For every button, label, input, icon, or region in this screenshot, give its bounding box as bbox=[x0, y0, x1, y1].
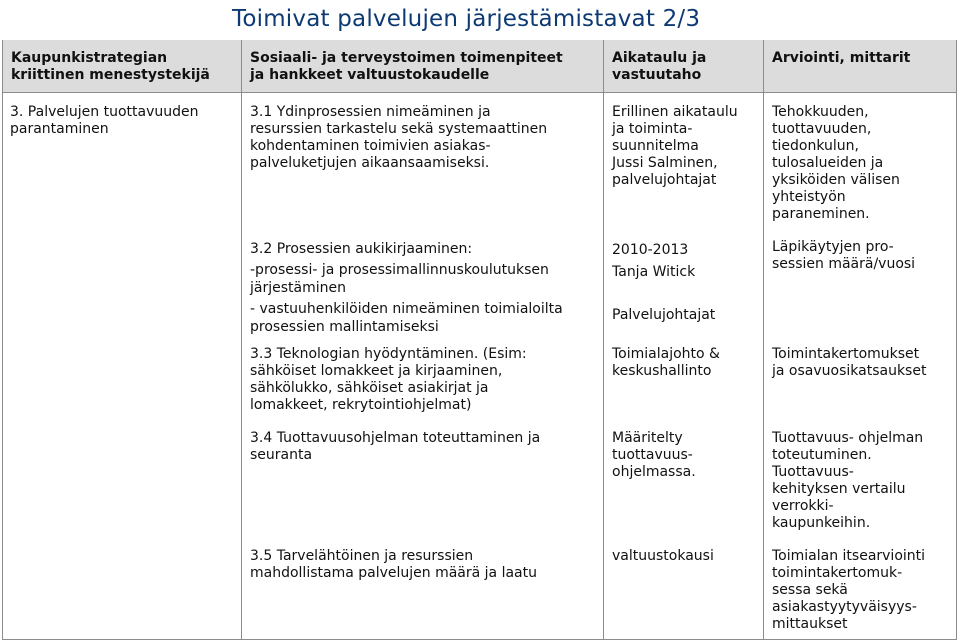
header-text: Arviointi, mittarit bbox=[772, 50, 911, 66]
cell-line: Tuottavuus- bbox=[772, 464, 854, 480]
cell-line: - vastuuhenkilöiden nimeäminen toimialoilta bbox=[250, 301, 563, 317]
cell-line: Jussi Salminen, bbox=[612, 155, 718, 171]
header-metrics bbox=[764, 40, 956, 92]
metric-3-1 bbox=[772, 104, 900, 223]
cell-line: Toimialan itsearviointi bbox=[772, 548, 926, 564]
cell-line: resurssien tarkastelu sekä systemaattinen bbox=[250, 121, 548, 137]
schedule-3-5 bbox=[612, 548, 714, 565]
cell-line: Toimintakertomukset bbox=[772, 346, 920, 362]
cell-line: 3. Palvelujen tuottavuuden bbox=[10, 104, 199, 120]
cell-line: keskushallinto bbox=[612, 363, 712, 379]
cell-line: palveluketjujen aikaansaamiseksi. bbox=[250, 155, 490, 171]
cell-line: 3.2 Prosessien aukikirjaaminen: bbox=[250, 241, 473, 257]
measure-3-4 bbox=[250, 430, 540, 464]
cell-line: yhteistyön bbox=[772, 189, 846, 205]
column-divider bbox=[763, 40, 764, 640]
cell-line: 3.3 Teknologian hyödyntäminen. (Esim: bbox=[250, 346, 527, 362]
cell-line: suunnitelma bbox=[612, 138, 699, 154]
schedule-3-2 bbox=[612, 239, 715, 326]
cell-line: prosessien mallintamiseksi bbox=[250, 319, 439, 335]
cell-line: Määritelty bbox=[612, 430, 683, 446]
critical-factor bbox=[10, 104, 198, 138]
cell-line: mittaukset bbox=[772, 616, 848, 632]
cell-line: 2010-2013 bbox=[612, 242, 689, 258]
cell-line: järjestäminen bbox=[250, 280, 346, 296]
cell-line: ja osavuosikatsaukset bbox=[772, 363, 927, 379]
cell-line: sähköiset lomakkeet ja kirjaaminen, bbox=[250, 363, 503, 379]
cell-line: Palvelujohtajat bbox=[612, 307, 716, 323]
column-divider bbox=[603, 40, 604, 640]
metric-3-5 bbox=[772, 548, 925, 633]
header-critical-factor bbox=[3, 40, 241, 92]
cell-line: paraneminen. bbox=[772, 206, 870, 222]
header-text: ja hankkeet valtuustokaudelle bbox=[250, 67, 490, 83]
cell-line: seuranta bbox=[250, 447, 313, 463]
measure-3-1 bbox=[250, 104, 547, 172]
cell-line: asiakastyytyväisyys- bbox=[772, 599, 917, 615]
header-measures bbox=[242, 40, 603, 92]
cell-line: yksiköiden välisen bbox=[772, 172, 900, 188]
cell-line: Tuottavuus- ohjelman bbox=[772, 430, 924, 446]
cell-line: Tehokkuuden, bbox=[772, 104, 869, 120]
cell-line: palvelujohtajat bbox=[612, 172, 717, 188]
header-schedule bbox=[604, 40, 763, 92]
header-text: Kaupunkistrategian bbox=[11, 50, 168, 66]
cell-line: valtuustokausi bbox=[612, 548, 714, 564]
cell-line: Erillinen aikataulu bbox=[612, 104, 738, 120]
cell-line: 3.4 Tuottavuusohjelman toteuttaminen ja bbox=[250, 430, 541, 446]
measure-3-3 bbox=[250, 346, 527, 414]
cell-line: tulosalueiden ja bbox=[772, 155, 884, 171]
cell-line: tuottavuus- bbox=[612, 447, 693, 463]
cell-line: kaupunkeihin. bbox=[772, 515, 871, 531]
cell-line: mahdollistama palvelujen määrä ja laatu bbox=[250, 565, 537, 581]
cell-line: toimintakertomuk- bbox=[772, 565, 903, 581]
cell-line: -prosessi- ja prosessimallinnuskoulutuksen bbox=[250, 262, 549, 278]
metric-3-3 bbox=[772, 346, 926, 380]
cell-line: Toimialajohto & bbox=[612, 346, 720, 362]
cell-line: tuottavuuden, bbox=[772, 121, 872, 137]
cell-line: sähkölukko, sähköiset asiakirjat ja bbox=[250, 380, 489, 396]
metric-3-2 bbox=[772, 239, 915, 273]
header-text: kriittinen menestystekijä bbox=[11, 67, 210, 83]
cell-line: sessa sekä bbox=[772, 582, 848, 598]
header-text: Aikataulu ja bbox=[612, 50, 707, 66]
metric-3-4 bbox=[772, 430, 923, 532]
header-text: Sosiaali- ja terveystoimen toimenpiteet bbox=[250, 50, 563, 66]
cell-line: kehityksen vertailu bbox=[772, 481, 906, 497]
header-divider bbox=[2, 92, 957, 93]
measure-3-5 bbox=[250, 548, 537, 582]
page-title: Toimivat palvelujen järjestämistavat 2/3 bbox=[232, 6, 701, 32]
cell-line: 3.1 Ydinprosessien nimeäminen ja bbox=[250, 104, 491, 120]
cell-line: ohjelmassa. bbox=[612, 464, 696, 480]
cell-line: verrokki- bbox=[772, 498, 834, 514]
cell-line: Läpikäytyjen pro- bbox=[772, 239, 894, 255]
cell-line: tiedonkulun, bbox=[772, 138, 859, 154]
schedule-3-1 bbox=[612, 104, 738, 189]
cell-line: Tanja Witick bbox=[612, 264, 696, 280]
schedule-3-4 bbox=[612, 430, 696, 481]
cell-line: sessien määrä/vuosi bbox=[772, 256, 916, 272]
cell-line: toteutuminen. bbox=[772, 447, 872, 463]
header-text: vastuutaho bbox=[612, 67, 702, 83]
column-divider bbox=[241, 40, 242, 640]
measure-3-2 bbox=[250, 239, 563, 338]
cell-line: kohdentaminen toimivien asiakas- bbox=[250, 138, 491, 154]
schedule-3-3 bbox=[612, 346, 720, 380]
cell-line: ja toiminta- bbox=[612, 121, 693, 137]
cell-line: lomakkeet, rekrytointiohjelmat) bbox=[250, 397, 472, 413]
cell-line: 3.5 Tarvelähtöinen ja resurssien bbox=[250, 548, 474, 564]
cell-line: parantaminen bbox=[10, 121, 109, 137]
